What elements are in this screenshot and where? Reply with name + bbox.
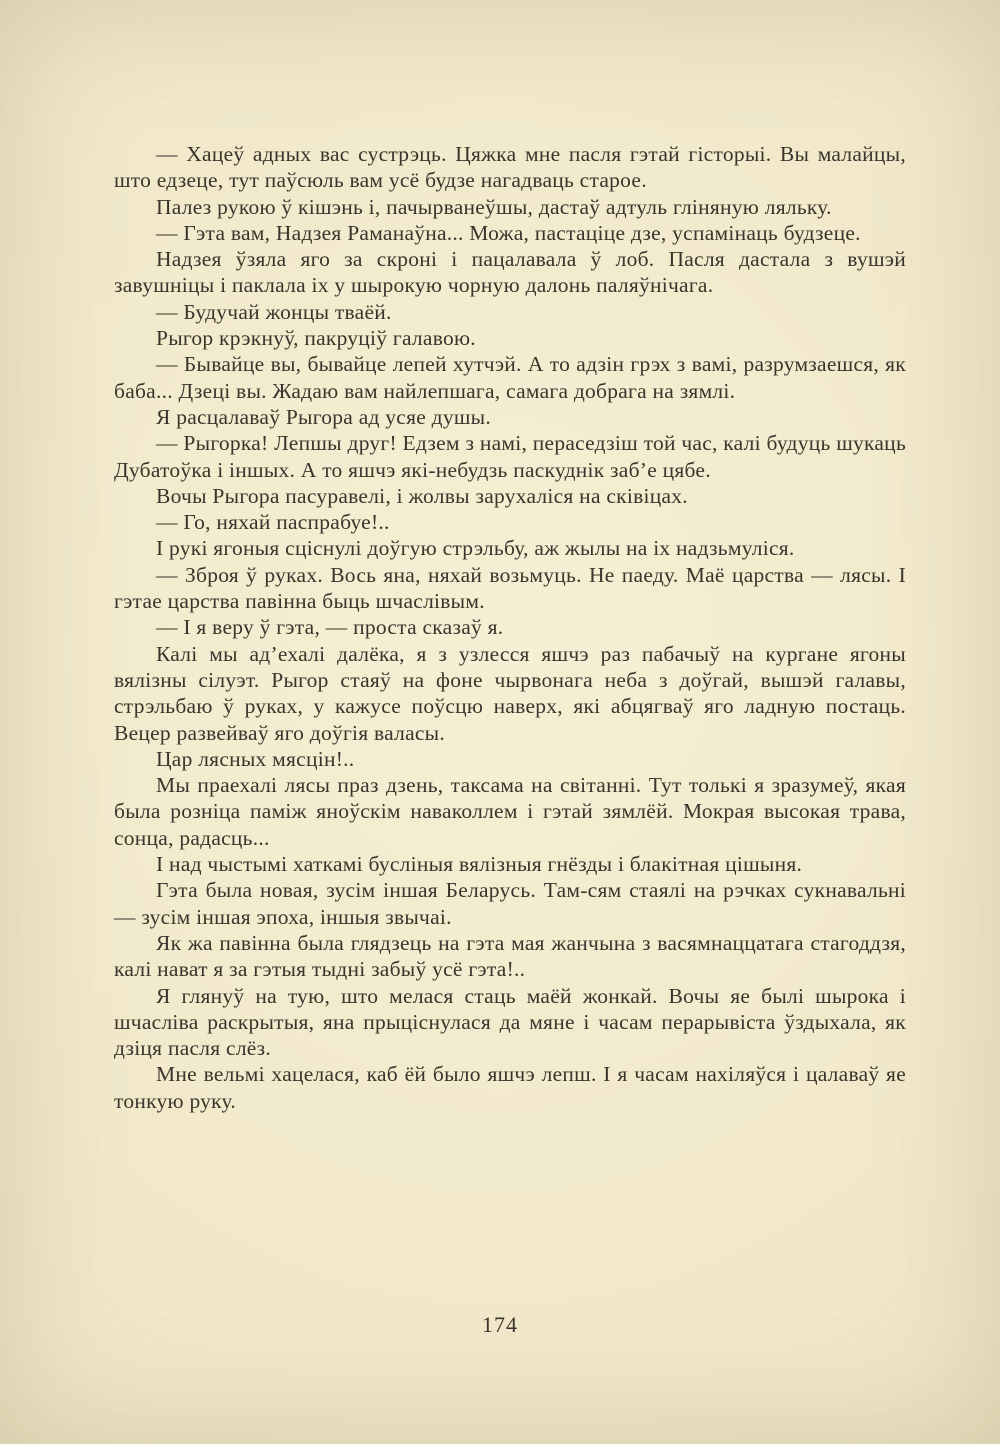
page-number: 174 — [482, 1312, 518, 1337]
paragraph-4: Надзея ўзяла яго за скроні і пацалавала ў лоб. Пасля дастала з вушэй завушніцы і паклала іх у шырокую чорную далонь паляўнічага. — [114, 247, 906, 298]
page-text — [114, 141, 906, 1114]
paragraph-16: Цар лясных мясцін!.. — [156, 746, 355, 771]
paragraph-9: — Рыгорка! Лепшы друг! Едзем з намі, пераседзіш той час, калі будуць шукаць Дубатоўка і іншых. А то яшчэ які-небудзь паскуднік заб’е цябе. — [114, 431, 906, 482]
paragraph-19: Гэта была новая, зусім іншая Беларусь. Там-сям стаялі на рэчках сукнавальні — зусім іншая эпоха, іншыя звычаі. — [114, 878, 906, 929]
paragraph-3: — Гэта вам, Надзея Раманаўна... Можа, пастаціце дзе, успамінаць будзеце. — [156, 220, 861, 245]
paragraph-22: Мне вельмі хацелася, каб ёй было яшчэ лепш. І я часам нахіляўся і цалаваў яе тонкую руку. — [114, 1062, 906, 1113]
paragraph-21: Я глянуў на тую, што мелася стаць маёй жонкай. Вочы яе былі шырока і шчасліва раскрытыя, яна прыціснулася да мяне і часам перарывіста ўздыхала, як дзіця пасля слёз. — [114, 983, 906, 1061]
paragraph-13: — Зброя ў руках. Вось яна, няхай возьмуць. Не паеду. Маё царства — лясы. І гэтае царства павінна быць шчаслівым. — [114, 562, 906, 614]
paragraph-2: Палез рукою ў кішэнь і, пачырванеўшы, дастаў адтуль гліняную ляльку. — [156, 194, 832, 219]
paragraph-5: — Будучай жонцы тваёй. — [156, 299, 392, 324]
paragraph-18: І над чыстымі хаткамі бусліныя вялізныя гнёзды і блакітная цішыня. — [156, 852, 803, 877]
paragraph-6: Рыгор крэкнуў, пакруціў галавою. — [156, 326, 476, 351]
paragraph-11: — Го, няхай паспрабуе!.. — [156, 510, 390, 535]
paragraph-14: — І я веру ў гэта, — проста сказаў я. — [156, 615, 504, 640]
paragraph-10: Вочы Рыгора пасуравелі, і жолвы зарухаліся на сківіцах. — [156, 483, 688, 508]
paragraph-17: Мы праехалі лясы праз дзень, таксама на світанні. Тут толькі я зразумеў, якая была розніца паміж яноўскім наваколлем і гэтай зямлёй. Мокрая высокая трава, сонца, радасць... — [114, 773, 906, 850]
paragraph-20: Як жа павінна была глядзець на гэта мая жанчына з васямнаццатага стагоддзя, калі нават я за гэтыя тыдні забыў усё гэта!.. — [114, 930, 906, 982]
paragraph-15: Калі мы ад’ехалі далёка, я з узлесся яшчэ раз пабачыў на кургане ягоны вялізны сілуэт. Рыгор стаяў на фоне чырвонага неба з доўгай, вышэй галавы, стрэльбаю ў руках, у кажусе поўсцю наверх, які абцягваў яго ладную постаць. Вецер развейваў яго доўгія валасы. — [114, 641, 906, 745]
paragraph-7: — Бывайце вы, бывайце лепей хутчэй. А то адзін грэх з вамі, разрумзаешся, як баба... Дзеці вы. Жадаю вам найлепшага, самага добрага на зямлі. — [114, 352, 906, 403]
paragraph-8: Я расцалаваў Рыгора ад усяе душы. — [156, 404, 491, 429]
paragraph-1: — Хацеў адных вас сустрэць. Цяжка мне пасля гэтай гісторыі. Вы малайцы, што едзеце, тут паўсюль вам усё будзе нагадваць старое. — [114, 142, 906, 193]
paragraph-12: І рукі ягоныя сціснулі доўгую стрэльбу, аж жылы на іх надзьмуліся. — [156, 536, 795, 561]
